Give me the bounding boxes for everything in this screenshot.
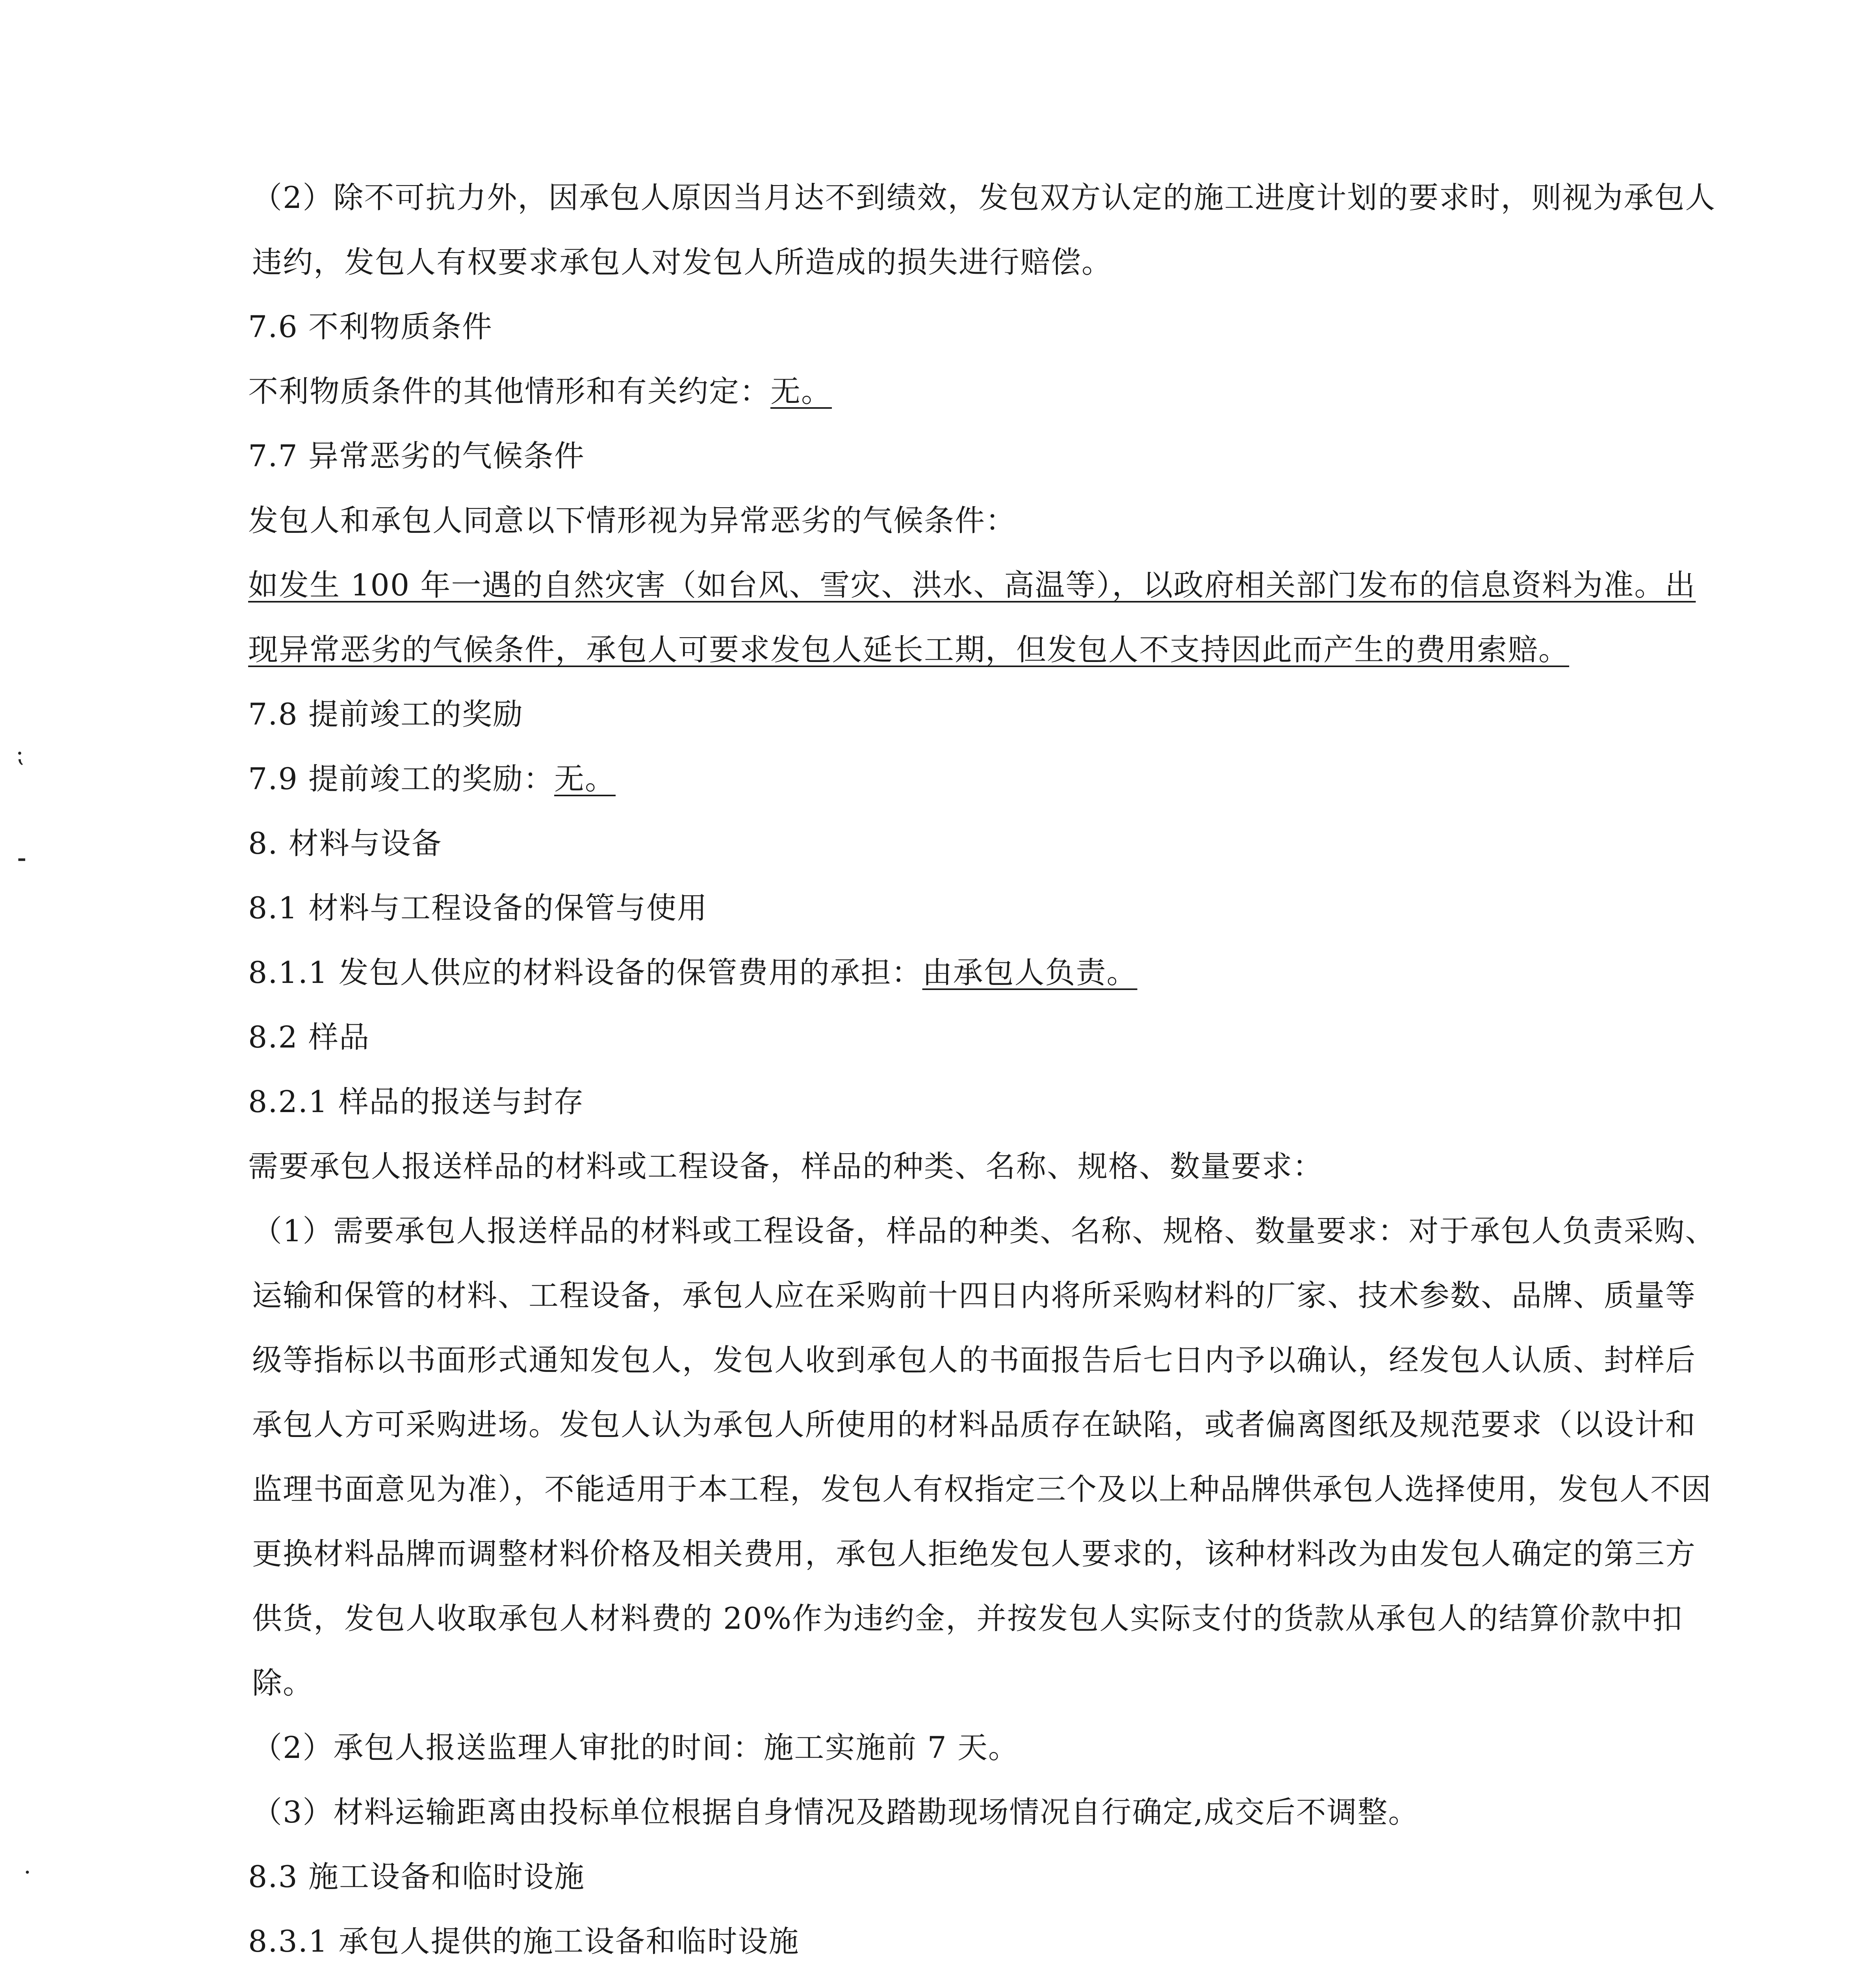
heading-8-2: 8.2 样品: [248, 1020, 370, 1055]
paragraph-8-2-1-intro: 需要承包人报送样品的材料或工程设备，样品的种类、名称、规格、数量要求：: [248, 1149, 1323, 1184]
scan-artifact-mark: ·: [24, 1859, 32, 1886]
paragraph-7-7-terms: 如发生 100 年一遇的自然灾害（如台风、雪灾、洪水、高温等），以政府相关部门发布的信息资料为准。出现异常恶劣的气候条件，承包人可要求发包人延长工期，但发包人不支持因此而产生的费用索赔。: [248, 567, 1696, 667]
heading-7-7: 7.7 异常恶劣的气候条件: [248, 438, 585, 473]
heading-7-6: 7.6 不利物质条件: [248, 309, 493, 344]
heading-8-3: 8.3 施工设备和临时设施: [248, 1859, 585, 1894]
heading-8-1: 8.1 材料与工程设备的保管与使用: [248, 890, 708, 925]
paragraph-7-7-intro: 发包人和承包人同意以下情形视为异常恶劣的气候条件：: [248, 503, 1016, 538]
paragraph-8-2-1-3: （3）材料运输距离由投标单位根据自身情况及踏勘现场情况自行确定,成交后不调整。: [252, 1795, 1419, 1830]
heading-8-2-1: 8.2.1 样品的报送与封存: [248, 1084, 585, 1119]
paragraph-8-1-1: 8.1.1 发包人供应的材料设备的保管费用的承担：由承包人负责。: [248, 955, 1137, 990]
paragraph-8-2-1-1: （1）需要承包人报送样品的材料或工程设备，样品的种类、名称、规格、数量要求：对于承包人负责采购、运输和保管的材料、工程设备，承包人应在采购前十四日内将所采购材料的厂家、技术参数、品牌、质量等级等指标以书面形式通知发包人，发包人收到承包人的书面报告后七日内予以确认，经发包人认质、封样后承包人方可采购进场。发包人认为承包人所使用的材料品质存在缺陷，或者偏离图纸及规范要求（以设计和监理书面意见为准），不能适用于本工程，发包人有权指定三个及以上种品牌供承包人选择使用，发包人不因更换材料品牌而调整材料价格及相关费用，承包人拒绝发包人要求的，该种材料改为由发包人确定的第三方供货，发包人收取承包人材料费的 20%作为违约金，并按发包人实际支付的货款从承包人的结算价款中扣除。: [252, 1213, 1716, 1700]
paragraph-7-9: 7.9 提前竣工的奖励：无。: [248, 761, 616, 796]
paragraph-7-6-other: 不利物质条件的其他情形和有关约定：无。: [248, 374, 832, 409]
document-body: [189, 165, 1717, 1969]
paragraph-7-5-2: （2）除不可抗力外，因承包人原因当月达不到绩效，发包双方认定的施工进度计划的要求时，则视为承包人违约，发包人有权要求承包人对发包人所造成的损失进行赔偿。: [252, 180, 1716, 280]
scan-artifact-mark: ⁃: [16, 847, 28, 874]
heading-7-8: 7.8 提前竣工的奖励: [248, 697, 524, 732]
heading-8-3-1: 8.3.1 承包人提供的施工设备和临时设施: [248, 1924, 800, 1959]
scan-artifact-mark: ⁏: [16, 740, 24, 768]
paragraph-8-2-1-2: （2）承包人报送监理人审批的时间：施工实施前 7 天。: [252, 1730, 1019, 1765]
heading-8: 8. 材料与设备: [248, 826, 442, 861]
